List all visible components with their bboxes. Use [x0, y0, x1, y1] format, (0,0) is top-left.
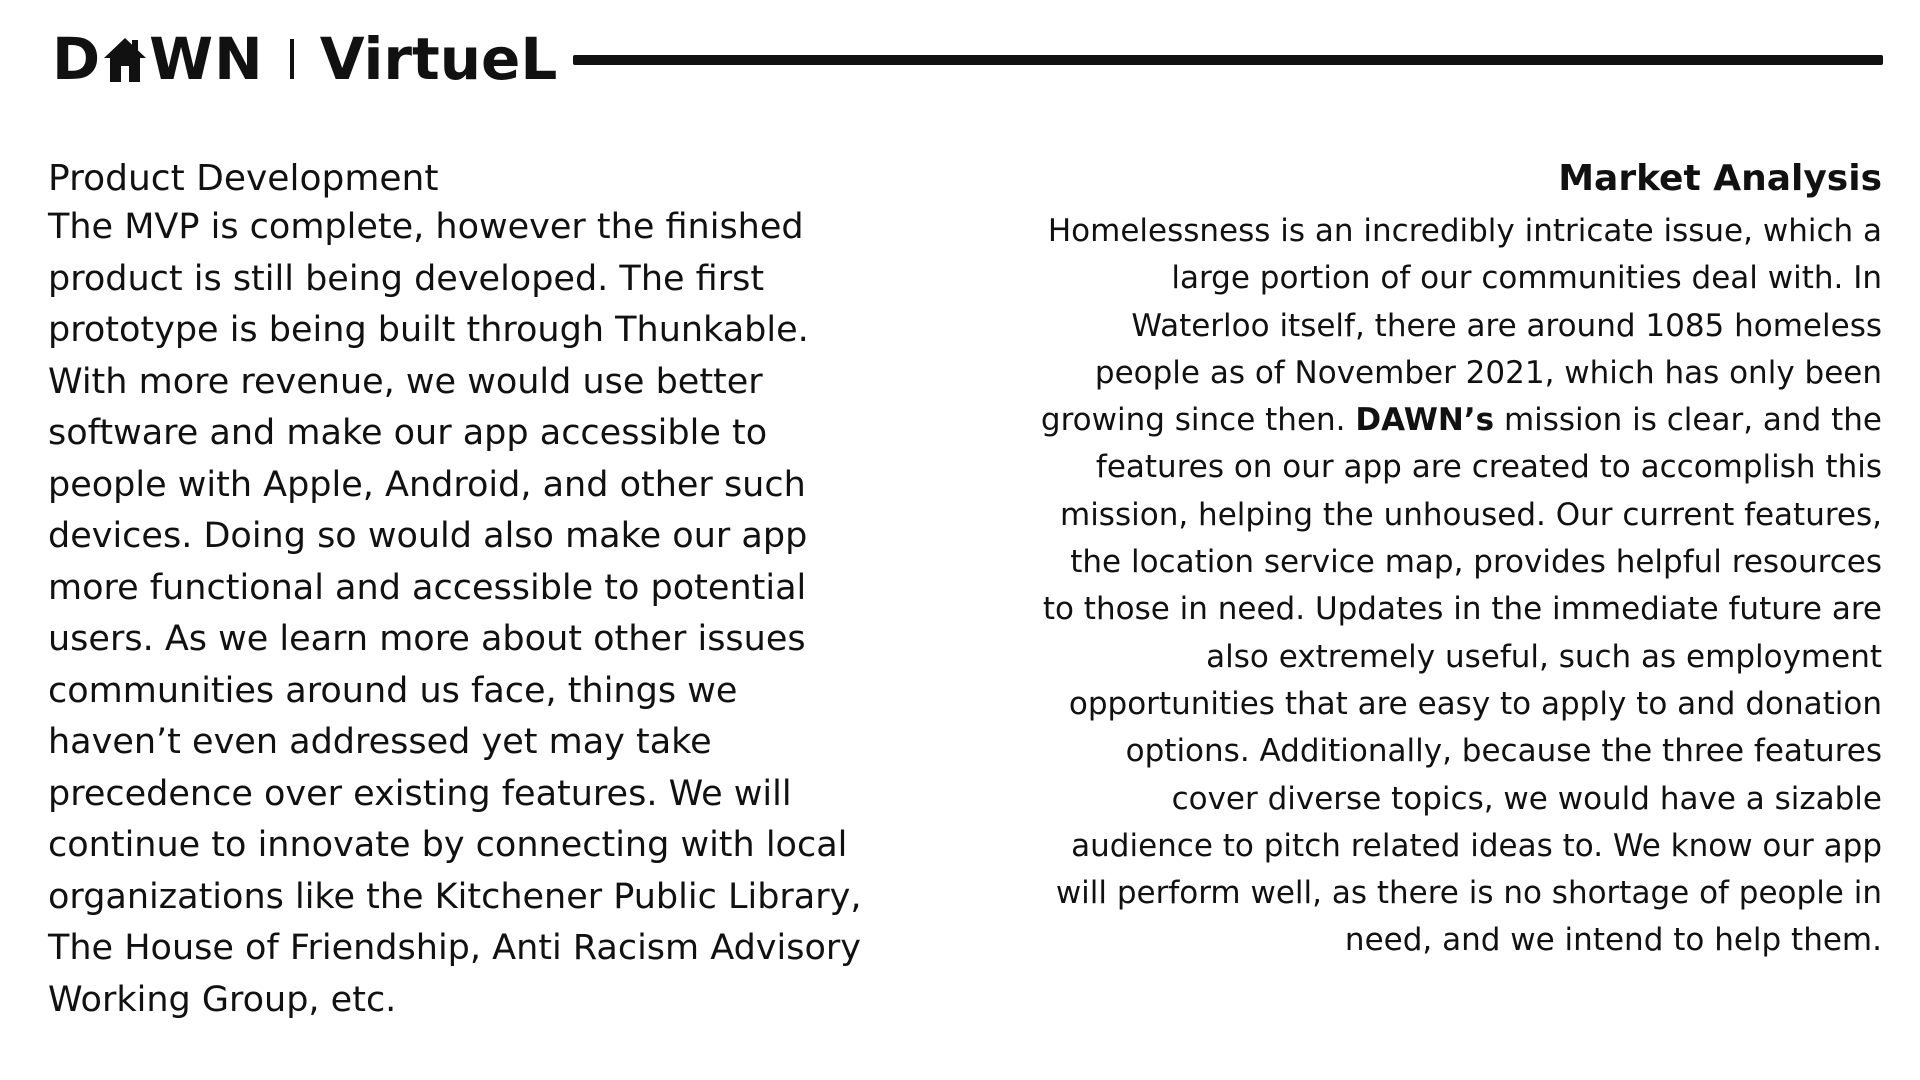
- product-development-body: The MVP is complete, however the finished product is still being developed. The first prototype is being built through Thunkable. With more revenue, we would use better software and make our app accessible to people with Apple, Android, and other such devices. Doing so would also make our app more functional and accessible to potential users. As we learn more about other issues communities around us face, things we haven’t even addressed yet may take precedence over existing features. We will continue to innovate by connecting with local organizations like the Kitchener Public Library, The House of Friendship, Anti Racism Advisory Working Group, etc.: [48, 207, 862, 1020]
- header: [52, 24, 557, 94]
- logo-virtuel: VirtueL: [319, 25, 558, 93]
- market-analysis-body: [922, 208, 1882, 965]
- market-analysis-text-2: mission is clear, and the features on our app are created to accomplish this mission, helping the unhoused. Our current features, the location service map, provides helpful resources to those in need. Updates in the immediate future are also extremely useful, such as employment opportunities that are easy to apply to and donation options. Additionally, because the three features cover diverse topics, we would have a sizable audience to pitch related ideas to. We know our app will perform well, as there is no shortage of people in need, and we intend to help them.: [1042, 402, 1882, 959]
- product-development-section: [48, 156, 928, 1026]
- market-analysis-section: [922, 156, 1882, 965]
- logo-divider: [290, 39, 294, 79]
- logo-letters-wn: WN: [149, 25, 264, 93]
- dawn-bold-text: DAWN’s: [1355, 402, 1495, 439]
- dawn-virtuel-logo: [52, 25, 558, 93]
- market-analysis-text-1: Homelessness is an incredibly intricate issue, which a large portion of our communities deal with. In Waterloo itself, there are around 1085 homeless people as of November 2021, which has only been growing since then.: [1040, 213, 1882, 439]
- house-icon: [102, 36, 148, 84]
- header-rule: [573, 55, 1883, 65]
- logo-letter-d: D: [52, 25, 102, 93]
- product-development-heading: Product Development: [48, 158, 439, 199]
- market-analysis-heading: Market Analysis: [1558, 158, 1882, 199]
